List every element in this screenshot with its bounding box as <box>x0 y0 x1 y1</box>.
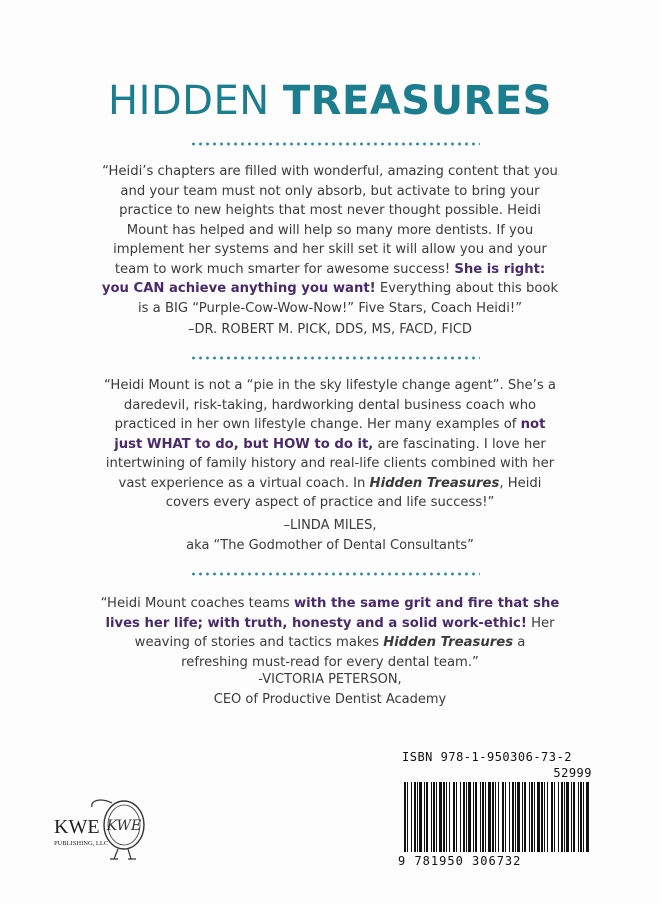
quote-1-highlight: She is right: you CAN achieve anything you want! <box>101 261 546 296</box>
quote-2-author-title: aka “The Godmother of Dental Consultants” <box>186 537 474 553</box>
quote-3-author: -VICTORIA PETERSON, <box>258 672 402 687</box>
title-part-2: TREASURES <box>282 78 552 124</box>
quote-3-text: “Heidi Mount coaches teams <box>100 596 294 611</box>
quote-2 <box>100 376 560 513</box>
quote-3-text-mid: Her weaving of stories and tactics makes <box>134 615 555 650</box>
dotted-divider <box>190 356 480 360</box>
publisher-name: KWE <box>54 816 100 838</box>
quote-3-author-title: CEO of Productive Dentist Academy <box>213 691 447 707</box>
quote-1-attribution: –DR. ROBERT M. PICK, DDS, MS, FACD, FICD <box>188 322 472 337</box>
ean-number: 9 781950 306732 <box>398 854 522 868</box>
isbn-number: ISBN 978-1-950306-73-2 <box>402 750 572 764</box>
quote-3 <box>100 594 560 672</box>
monogram-text: KWE <box>106 818 142 834</box>
quote-2-book-title: Hidden Treasures <box>369 475 500 491</box>
quote-2-text-mid: are fascinating. I love her intertwining of family history and real-life clients combined with her vast experience as a virtual coach. In <box>105 436 555 491</box>
price-code: 52999 <box>553 766 592 780</box>
dotted-divider <box>190 142 480 146</box>
quote-1-text-end: Everything about this book is a BIG “Purple-Cow-Wow-Now!” Five Stars, Coach Heidi!” <box>137 281 559 316</box>
quote-3-text-end: a refreshing must-read for every dental team.” <box>181 635 526 670</box>
quote-2-text: “Heidi Mount is not a “pie in the sky lifestyle change agent”. She’s a daredevil, risk-taking, hardworking dental business coach who practiced in her own lifestyle change. Her many examples of <box>103 378 557 432</box>
quote-2-author: –LINDA MILES, <box>283 518 377 533</box>
publisher-logo <box>52 793 172 863</box>
book-title <box>0 78 660 124</box>
quote-1 <box>100 162 560 318</box>
isbn-barcode <box>398 750 596 870</box>
quote-2-highlight: not just WHAT to do, but HOW to do it, <box>114 417 546 452</box>
quote-2-text-end: , Heidi covers every aspect of practice and life success!” <box>165 475 542 510</box>
title-part-1: HIDDEN <box>108 78 283 124</box>
quote-1-text: “Heidi’s chapters are filled with wonderful, amazing content that you and your team must not only absorb, but activate to bring your practice to new heights that most never thought possible. Heidi Mount has helped and will help so many more dentists. If you implement her systems and her skill set it will allow you and your team to work much smarter for awesome success! <box>102 164 558 277</box>
quote-3-highlight: with the same grit and fire that she lives her life; with truth, honesty and a solid work-ethic! <box>105 596 560 631</box>
quote-2-attribution <box>100 516 560 555</box>
quote-3-attribution <box>100 670 560 709</box>
dotted-divider <box>190 572 480 576</box>
publisher-sub: PUBLISHING, LLC <box>54 840 109 847</box>
kiwi-bird-logo-icon <box>52 793 172 863</box>
barcode-bars-icon <box>404 782 590 852</box>
quote-3-book-title: Hidden Treasures <box>383 635 514 650</box>
